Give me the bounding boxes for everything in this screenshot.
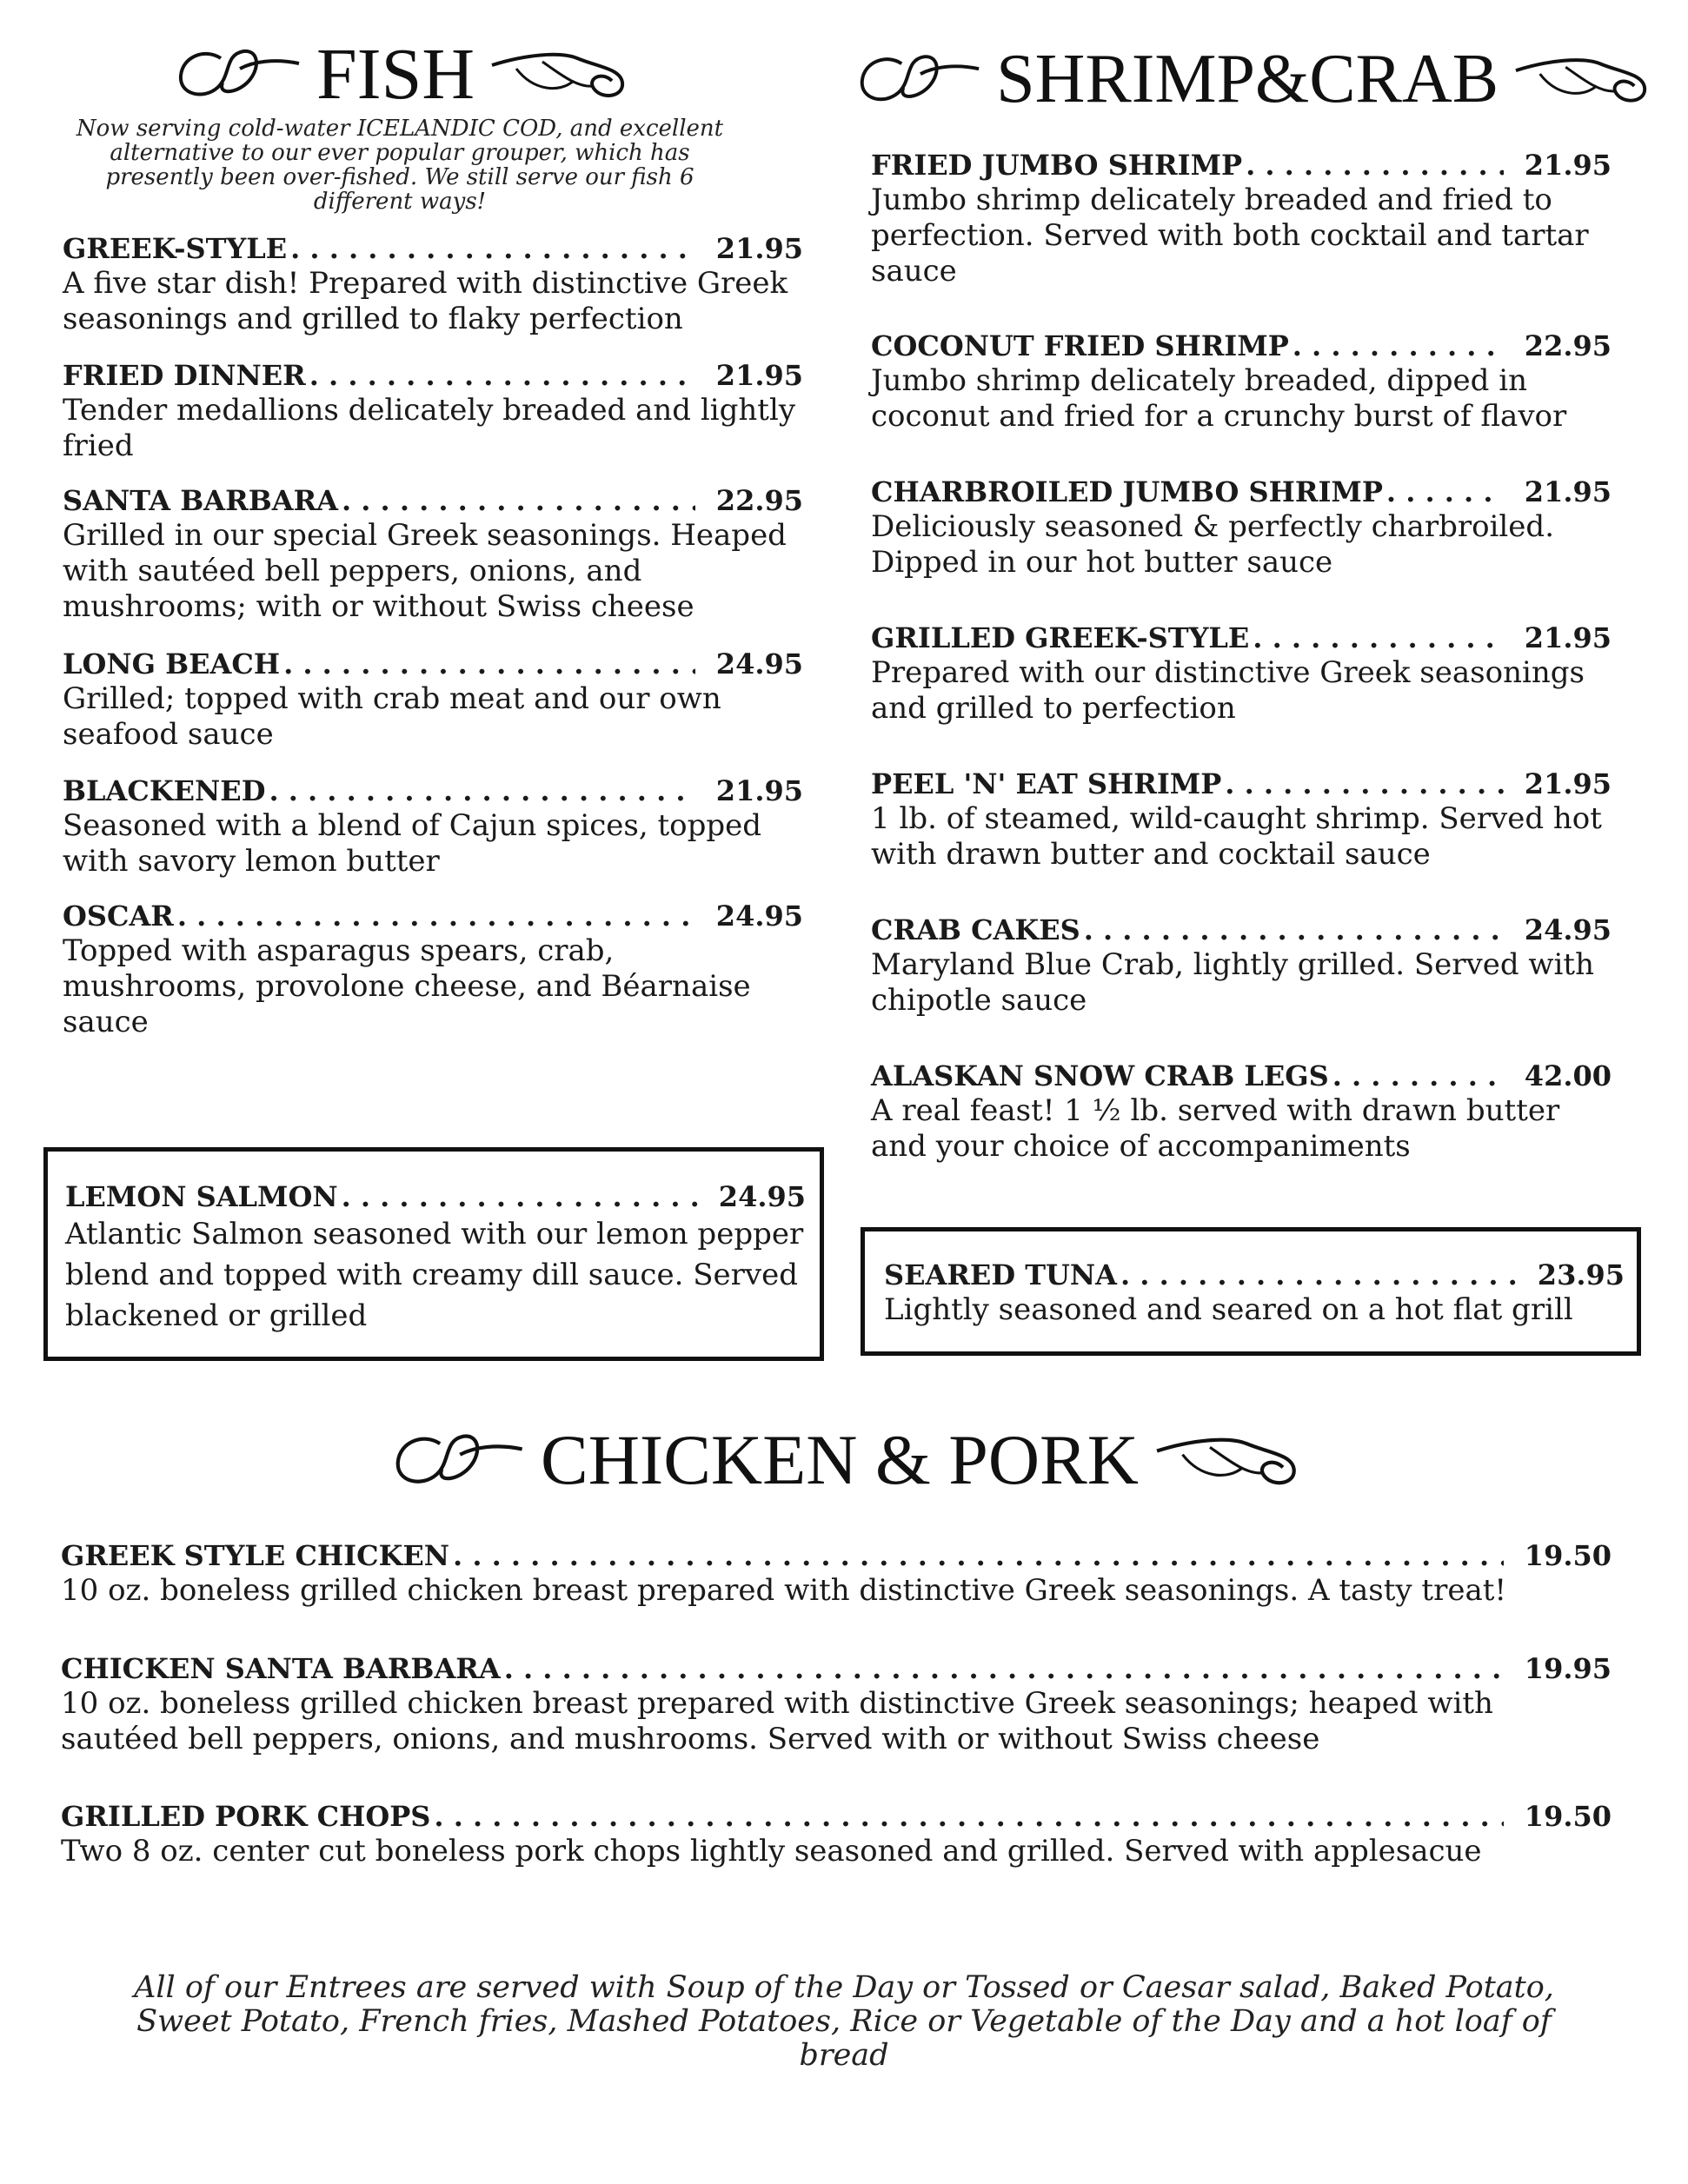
item-name: GRILLED GREEK-STYLE (871, 621, 1250, 654)
item-name: GREEK-STYLE (63, 232, 288, 265)
fish-title: FISH (316, 33, 475, 115)
dot-leader (1242, 148, 1504, 183)
item-name: FRIED JUMBO SHRIMP (871, 149, 1243, 182)
chicken-pork-title: CHICKEN & PORK (541, 1420, 1139, 1499)
item-name: OSCAR (63, 899, 174, 933)
shrimp-crab-item (871, 621, 1612, 727)
dot-leader (265, 773, 694, 808)
item-description: Two 8 oz. center cut boneless pork chops lightly seasoned and grilled. Served with applesacue (61, 1834, 1482, 1869)
item-description: 10 oz. boneless grilled chicken breast prepared with distinctive Greek seasonings. A tasty treat! (61, 1573, 1507, 1608)
left-flourish-icon (386, 1424, 525, 1497)
item-name: BLACKENED (63, 774, 266, 807)
item-price: 22.95 (715, 484, 803, 517)
item-description: Seasoned with a blend of Cajun spices, topped with savory lemon butter (63, 808, 761, 879)
fish-item (63, 358, 803, 464)
shrimp-crab-item (871, 767, 1612, 873)
item-name: LONG BEACH (63, 647, 281, 680)
item-price: 19.50 (1524, 1539, 1612, 1572)
fish-item (63, 773, 803, 880)
shrimp-crab-item (871, 475, 1612, 581)
dot-leader (1329, 1059, 1504, 1093)
dot-leader (338, 1179, 698, 1214)
item-name: GREEK STYLE CHICKEN (61, 1539, 450, 1572)
item-price: 21.95 (1524, 149, 1612, 182)
shrimp-crab-featured-item (884, 1258, 1625, 1328)
chicken-pork-heading (348, 1408, 1340, 1512)
right-flourish-icon (1154, 1424, 1302, 1497)
item-description: Maryland Blue Crab, lightly grilled. Served with chipotle sauce (871, 947, 1594, 1018)
shrimp-crab-heading (852, 31, 1651, 127)
item-price: 21.95 (1524, 475, 1612, 508)
chicken-pork-item (61, 1799, 1612, 1869)
shrimp-crab-item (871, 148, 1612, 289)
item-name: CHARBROILED JUMBO SHRIMP (871, 475, 1383, 508)
dot-leader (306, 358, 695, 393)
fish-featured-item (65, 1179, 806, 1337)
item-description: Jumbo shrimp delicately breaded and fried to perfection. Served with both cocktail and tartar sauce (871, 183, 1589, 289)
item-name: LEMON SALMON (65, 1180, 338, 1213)
item-description: Grilled; topped with crab meat and our own seafood sauce (63, 681, 721, 752)
item-price: 21.95 (715, 359, 803, 392)
dot-leader (287, 231, 695, 266)
dot-leader (174, 899, 695, 933)
shrimp-crab-item (871, 913, 1612, 1019)
fish-featured-box (43, 1147, 824, 1361)
item-name: CRAB CAKES (871, 913, 1080, 946)
fish-item (63, 899, 803, 1040)
item-name: ALASKAN SNOW CRAB LEGS (871, 1059, 1329, 1092)
item-description: Topped with asparagus spears, crab, mushrooms, provolone cheese, and Béarnaise sauce (63, 933, 751, 1039)
item-description: Grilled in our special Greek seasonings. Heaped with sautéed bell peppers, onions, and mushrooms; with or without Swiss cheese (63, 518, 787, 624)
item-price: 24.95 (715, 899, 803, 933)
shrimp-crab-featured-box (861, 1227, 1641, 1356)
shrimp-crab-item (871, 329, 1612, 435)
fish-heading (139, 26, 661, 122)
dot-leader (1221, 767, 1504, 801)
fish-item (63, 647, 803, 753)
item-description: A real feast! 1 ½ lb. served with drawn butter and your choice of accompaniments (871, 1093, 1560, 1164)
item-description: 10 oz. boneless grilled chicken breast prepared with distinctive Greek seasonings; heaped with sautéed bell peppers, onions, and mushrooms. Served with or without Swiss cheese (61, 1686, 1493, 1756)
shrimp-crab-item (871, 1059, 1612, 1165)
item-price: 19.95 (1524, 1652, 1612, 1685)
item-price: 24.95 (1524, 913, 1612, 946)
item-description: 1 lb. of steamed, wild-caught shrimp. Served hot with drawn butter and cocktail sauce (871, 801, 1602, 872)
item-name: COCONUT FRIED SHRIMP (871, 329, 1289, 362)
chicken-pork-item (61, 1651, 1612, 1757)
item-price: 23.95 (1537, 1258, 1625, 1291)
dot-leader (449, 1538, 1504, 1573)
item-name: SEARED TUNA (884, 1258, 1117, 1291)
dot-leader (430, 1799, 1503, 1834)
dot-leader (1080, 913, 1504, 947)
dot-leader (280, 647, 695, 681)
item-price: 22.95 (1524, 329, 1612, 362)
item-price: 21.95 (1524, 621, 1612, 654)
item-description: Tender medallions delicately breaded and lightly fried (63, 393, 796, 463)
fish-item (63, 231, 803, 337)
dot-leader (1383, 475, 1504, 509)
fish-item (63, 483, 803, 625)
item-name: FRIED DINNER (63, 359, 306, 392)
chicken-pork-item (61, 1538, 1612, 1609)
dot-leader (1249, 621, 1504, 655)
fish-intro: Now serving cold-water ICELANDIC COD, and excellent alternative to our ever popular grouper, which has presently been over-fished. We still serve our fish 6 different ways! (76, 116, 724, 215)
item-price: 21.95 (1524, 767, 1612, 800)
item-name: PEEL 'N' EAT SHRIMP (871, 767, 1222, 800)
item-price: 42.00 (1524, 1059, 1612, 1092)
item-description: Prepared with our distinctive Greek seasonings and grilled to perfection (871, 655, 1585, 726)
dot-leader (338, 483, 695, 518)
item-price: 19.50 (1524, 1800, 1612, 1833)
left-flourish-icon (170, 39, 301, 109)
item-name: GRILLED PORK CHOPS (61, 1800, 431, 1833)
dot-leader (1289, 329, 1504, 363)
item-price: 21.95 (715, 232, 803, 265)
item-price: 21.95 (715, 774, 803, 807)
dot-leader (1117, 1258, 1517, 1292)
item-description: Lightly seasoned and seared on a hot flat grill (884, 1292, 1573, 1327)
right-flourish-icon (490, 39, 629, 109)
item-price: 24.95 (715, 647, 803, 680)
item-price: 24.95 (718, 1180, 806, 1213)
dot-leader (501, 1651, 1504, 1686)
shrimp-crab-title: SHRIMP&CRAB (996, 40, 1499, 117)
item-description: Atlantic Salmon seasoned with our lemon pepper blend and topped with creamy dill sauce. Served blackened or grilled (65, 1217, 804, 1333)
item-description: Deliciously seasoned & perfectly charbroiled. Dipped in our hot butter sauce (871, 509, 1555, 580)
right-flourish-icon (1514, 44, 1651, 114)
item-name: SANTA BARBARA (63, 484, 338, 517)
item-name: CHICKEN SANTA BARBARA (61, 1652, 501, 1685)
left-flourish-icon (852, 44, 980, 114)
item-description: Jumbo shrimp delicately breaded, dipped in coconut and fried for a crunchy burst of flavor (871, 363, 1567, 434)
footer-note: All of our Entrees are served with Soup of the Day or Tossed or Caesar salad, Baked Potato, Sweet Potato, French fries, Mashed Potatoes, Rice or Vegetable of the Day and a hot loaf of bread (134, 1970, 1554, 2073)
item-description: A five star dish! Prepared with distinctive Greek seasonings and grilled to flaky perfection (63, 266, 788, 336)
